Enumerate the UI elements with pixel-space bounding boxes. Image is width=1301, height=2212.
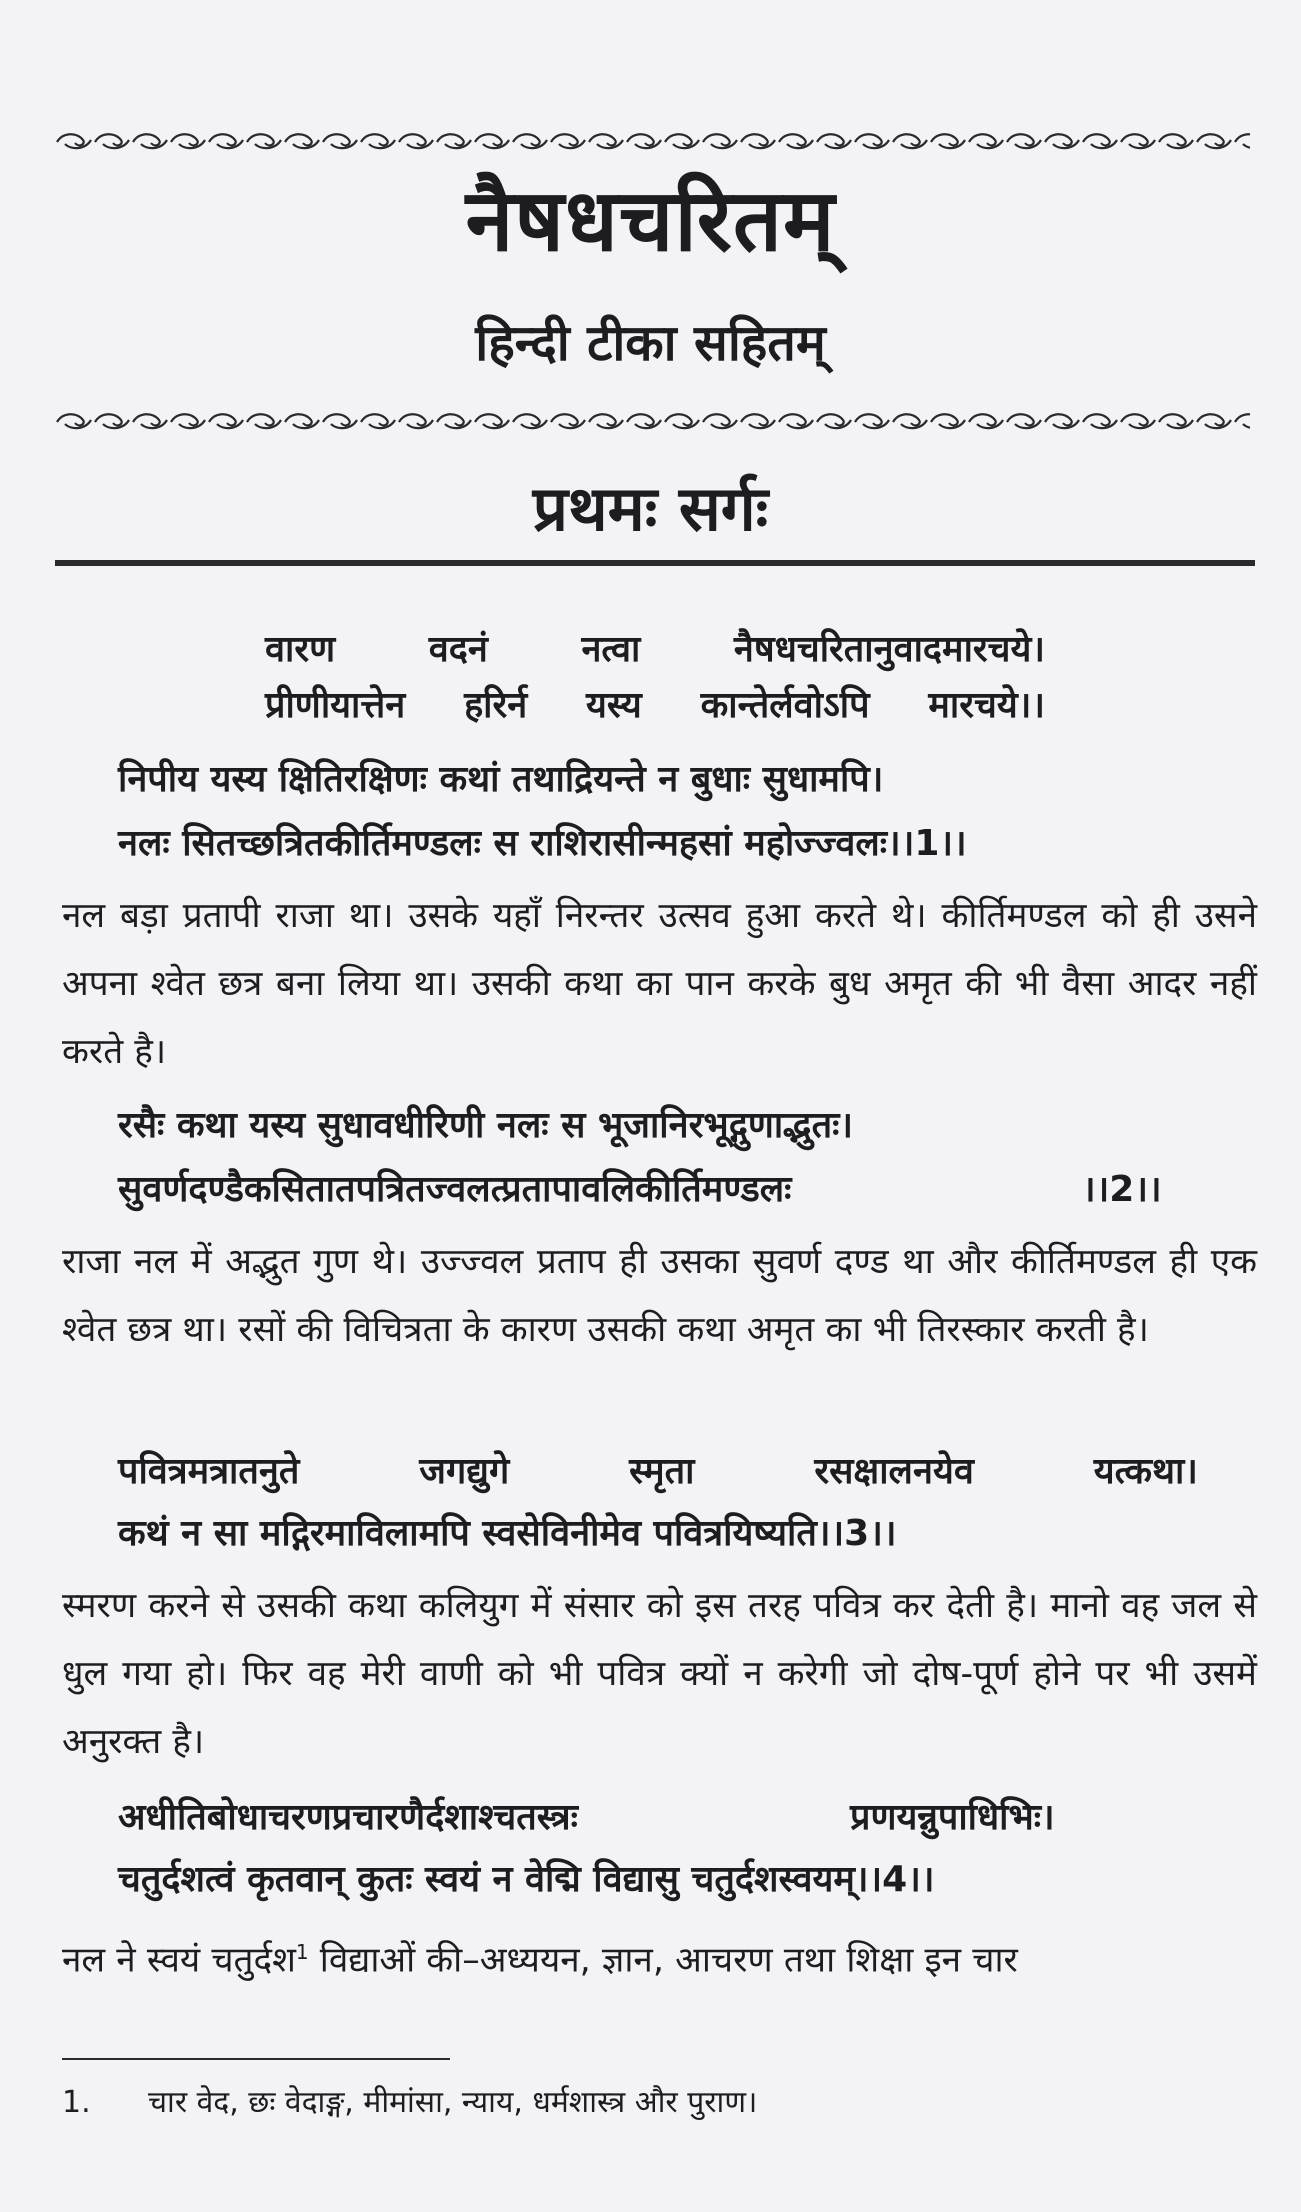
- verse-4-line-2: चतुर्दशत्वं कृतवान् कुतः स्वयं न वेद्मि विद्यासु चतुर्दशस्वयम्।।4।।: [118, 1859, 935, 1900]
- verse-1-commentary: नल बड़ा प्रतापी राजा था। उसके यहाँ निरन्तर उत्सव हुआ करते थे। कीर्तिमण्डल को ही उसने अपना श्वेत छत्र बना लिया था। उसकी कथा का पान करके बुध अमृत की भी वैसा आदर नहीं करते है।: [62, 896, 1257, 1072]
- chapter-heading: प्रथमः सर्गः: [532, 472, 769, 545]
- book-title: नैषधचरितम्: [465, 171, 836, 271]
- bottom-ornament-border: [55, 408, 1250, 434]
- verse-2-commentary: राजा नल में अद्भुत गुण थे। उज्ज्वल प्रताप ही उसका सुवर्ण दण्ड था और कीर्तिमण्डल ही एक श्वेत छत्र था। रसों की विचित्रता के कारण उसकी कथा अमृत का भी तिरस्कार करती है।: [62, 1242, 1257, 1350]
- footnote-text: चार वेद, छः वेदाङ्ग, मीमांसा, न्याय, धर्मशास्त्र और पुराण।: [148, 2085, 758, 2120]
- verse-4-commentary-end: विद्याओं की–अध्ययन, ज्ञान, आचरण तथा शिक्षा इन चार: [308, 1940, 1018, 1981]
- top-ornament-border: [55, 128, 1250, 154]
- verse-3-commentary: स्मरण करने से उसकी कथा कलियुग में संसार को इस तरह पवित्र कर देती है। मानो वह जल से धुल गया हो। फिर वह मेरी वाणी को भी पवित्र क्यों न करेगी जो दोष-पूर्ण होने पर भी उसमें अनुरक्त है।: [62, 1586, 1257, 1762]
- verse-3-line-2: कथं न सा मद्गिरमाविलामपि स्वसेविनीमेव पवित्रयिष्यति।।3।।: [118, 1513, 897, 1554]
- verse-2-line-2: सुवर्णदण्डैकसितातपत्रितज्वलत्प्रतापावलिकीर्तिमण्डलः: [118, 1169, 792, 1210]
- verse-4-commentary: [62, 1918, 1257, 1995]
- verse-1-line-2: नलः सितच्छत्रितकीर्तिमण्डलः स राशिरासीन्महसां महोज्ज्वलः।।1।।: [118, 823, 967, 864]
- verse-4-commentary-start: नल ने स्वयं चतुर्दश: [62, 1940, 296, 1981]
- invocation-line-1: वारण वदनं नत्वा नैषधचरितानुवादमारचये।: [265, 629, 1045, 670]
- heading-rule: [55, 560, 1255, 566]
- verse-2-number: ।।2।।: [1082, 1169, 1162, 1210]
- footnote-reference: 1: [295, 1940, 309, 1964]
- verse-1-line-1: निपीय यस्य क्षितिरक्षिणः कथां तथाद्रियन्ते न बुधाः सुधामपि।: [118, 759, 884, 800]
- footnote-number: 1.: [62, 2085, 91, 2120]
- verse-2-line-1: रसैः कथा यस्य सुधावधीरिणी नलः स भूजानिरभूद्गुणाद्भुतः।: [118, 1105, 854, 1146]
- verse-4-line-1a: अधीतिबोधाचरणप्रचारणैर्दशाश्चतस्त्रः: [118, 1797, 578, 1838]
- footnote: [62, 2080, 757, 2121]
- footnote-rule: [62, 2058, 450, 2060]
- book-subtitle: हिन्दी टीका सहितम्: [475, 314, 826, 372]
- verse-3-line-1: पवित्रमत्रातनुते जगद्युगे स्मृता रसक्षालनयेव यत्कथा।: [118, 1451, 1198, 1492]
- verse-4-line-1b: प्रणयन्नुपाधिभिः।: [850, 1797, 1055, 1838]
- invocation-line-2: प्रीणीयात्तेन हरिर्न यस्य कान्तेर्लवोऽपि मारचये।।: [265, 685, 1045, 726]
